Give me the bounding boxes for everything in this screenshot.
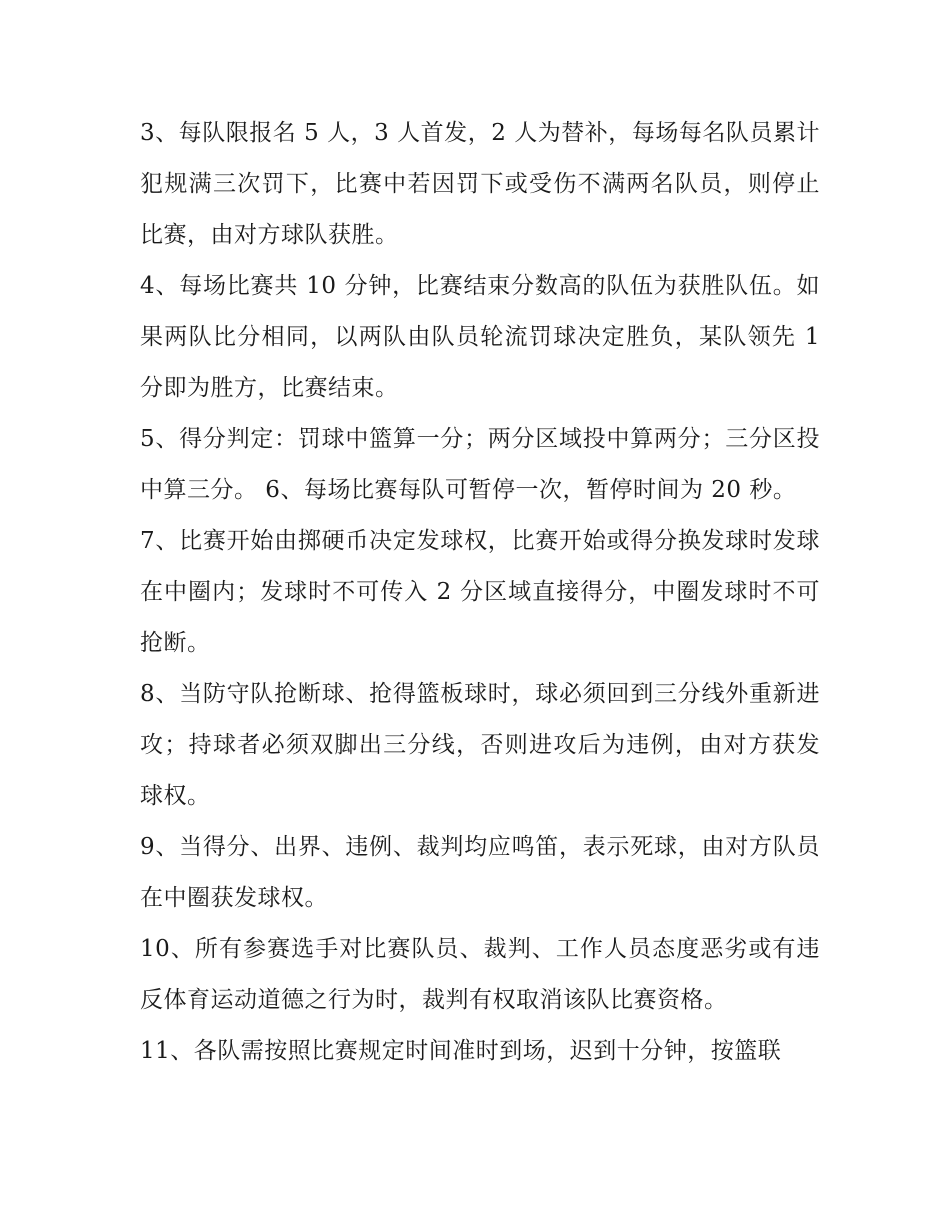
rule-paragraph-11: 11、各队需按照比赛规定时间准时到场，迟到十分钟，按篮联 — [140, 1038, 782, 1064]
rule-paragraph-5-6: 5、得分判定：罚球中篮算一分；两分区域投中算两分；三分区投中算三分。 6、每场比赛每队可暂停一次，暂停时间为 20 秒。 — [140, 426, 820, 503]
rule-paragraph-4: 4、每场比赛共 10 分钟，比赛结束分数高的队伍为获胜队伍。如果两队比分相同，以两队由队员轮流罚球决定胜负，某队领先 1 分即为胜方，比赛结束。 — [140, 273, 820, 401]
document-body — [140, 108, 820, 1077]
rule-paragraph-7: 7、比赛开始由掷硬币决定发球权，比赛开始或得分换发球时发球在中圈内；发球时不可传入 2 分区域直接得分，中圈发球时不可抢断。 — [140, 528, 820, 656]
rule-paragraph-9: 9、当得分、出界、违例、裁判均应鸣笛，表示死球，由对方队员在中圈获发球权。 — [140, 834, 820, 911]
rule-paragraph-10: 10、所有参赛选手对比赛队员、裁判、工作人员态度恶劣或有违反体育运动道德之行为时，裁判有权取消该队比赛资格。 — [140, 936, 820, 1013]
rule-paragraph-3: 3、每队限报名 5 人，3 人首发，2 人为替补，每场每名队员累计犯规满三次罚下，比赛中若因罚下或受伤不满两名队员，则停止比赛，由对方球队获胜。 — [140, 120, 820, 248]
rule-paragraph-8: 8、当防守队抢断球、抢得篮板球时，球必须回到三分线外重新进攻；持球者必须双脚出三分线，否则进攻后为违例，由对方获发球权。 — [140, 681, 820, 809]
